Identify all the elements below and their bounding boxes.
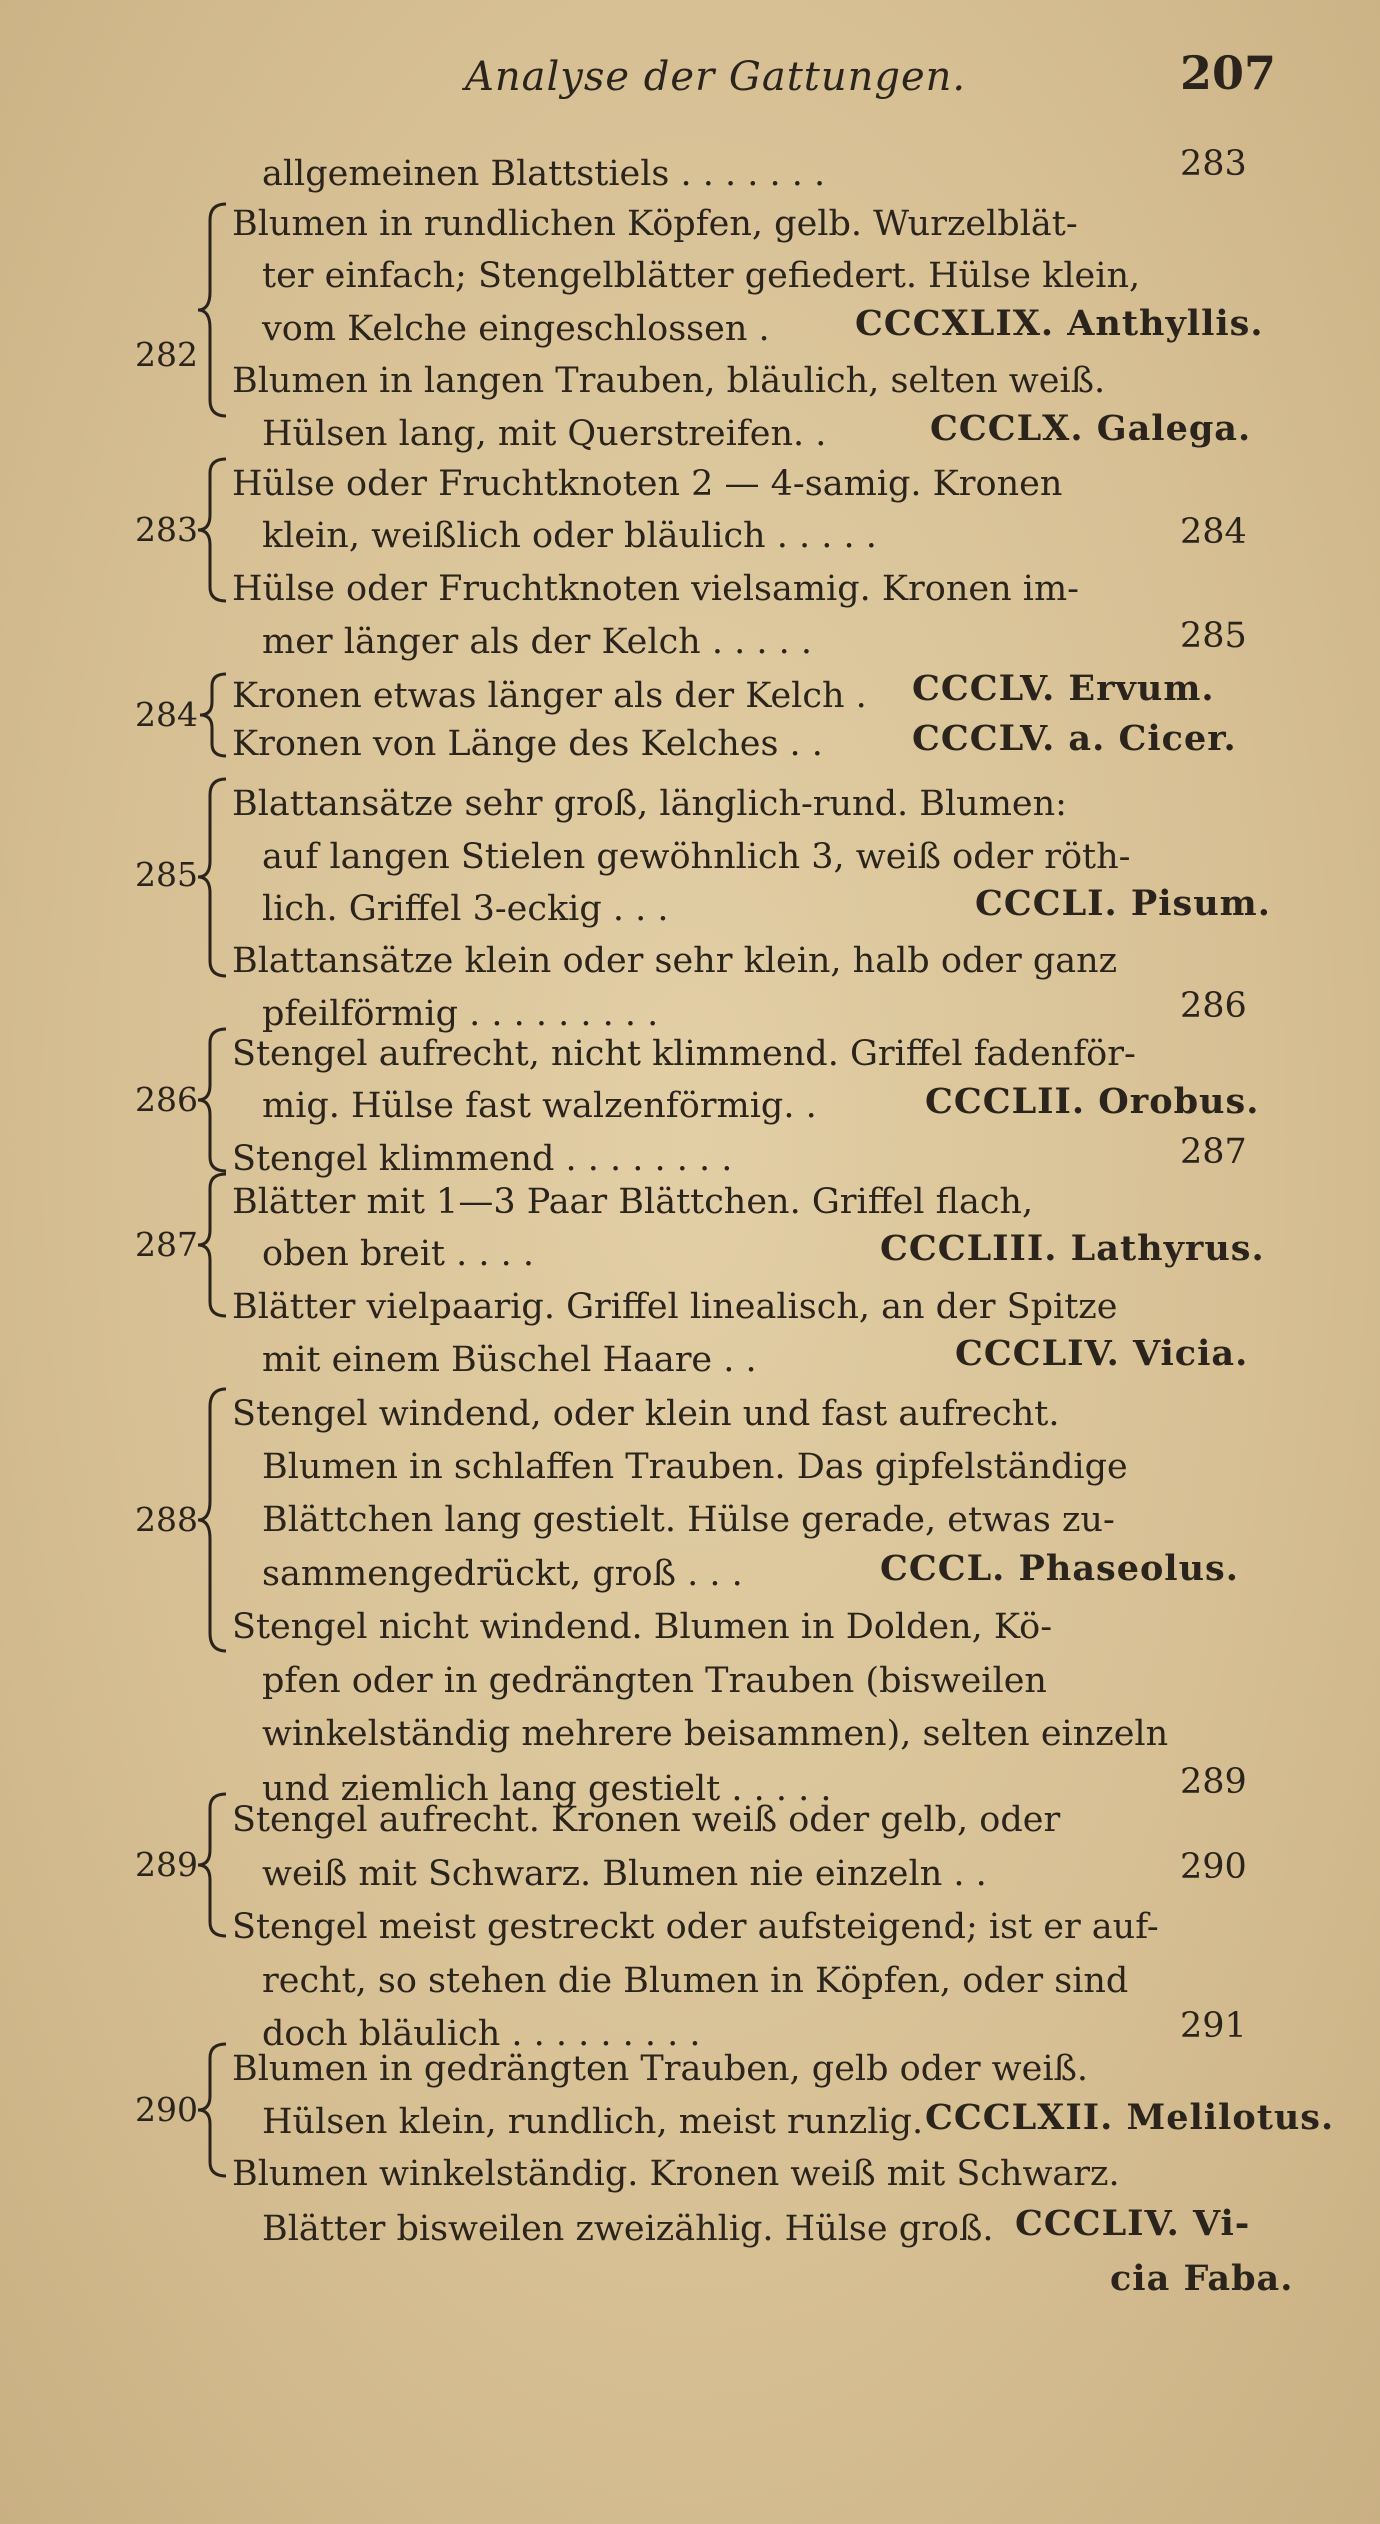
text-line: mer länger als der Kelch . . . . .: [262, 622, 812, 662]
text-line: Stengel meist gestreckt oder aufsteigend; ist er auf-: [232, 1907, 1159, 1947]
text-line: lich. Griffel 3-eckig . . .: [262, 889, 669, 929]
brace-284: [196, 670, 230, 760]
genus-reference: CCCLXII. Melilotus.: [925, 2097, 1335, 2138]
brace-289: [196, 1790, 230, 1940]
text-line: Hülse oder Fruchtknoten vielsamig. Kronen im-: [232, 569, 1079, 609]
text-line: Kronen etwas länger als der Kelch .: [232, 676, 867, 716]
text-line: Blätter vielpaarig. Griffel linealisch, an der Spitze: [232, 1287, 1118, 1327]
text-line: doch bläulich . . . . . . . . .: [262, 2014, 701, 2054]
genus-reference: CCCLV. a. Cicer.: [912, 718, 1237, 759]
text-line: Hülsen lang, mit Querstreifen. .: [262, 414, 827, 454]
text-line: Blattansätze klein oder sehr klein, halb oder ganz: [232, 941, 1118, 981]
brace-287: [196, 1170, 230, 1320]
entry-number-287: 287: [135, 1225, 198, 1264]
entry-number-286: 286: [135, 1080, 198, 1119]
cross-reference: 290: [1180, 1847, 1247, 1887]
text-line: Blumen in gedrängten Trauben, gelb oder weiß.: [232, 2049, 1089, 2089]
entry-number-288: 288: [135, 1500, 198, 1539]
text-line: ter einfach; Stengelblätter gefiedert. Hülse klein,: [262, 256, 1141, 296]
text-line: Hülsen klein, rundlich, meist runzlig.: [262, 2102, 924, 2142]
text-line: Blätter mit 1—3 Paar Blättchen. Griffel flach,: [232, 1182, 1034, 1222]
genus-reference: CCCLII. Orobus.: [925, 1081, 1260, 1122]
brace-282: [196, 200, 230, 420]
running-title: Analyse der Gattungen.: [465, 54, 967, 100]
brace-288: [196, 1385, 230, 1655]
text-line: Stengel aufrecht. Kronen weiß oder gelb, oder: [232, 1800, 1061, 1840]
page-number: 207: [1180, 46, 1277, 100]
cross-reference: 283: [1180, 144, 1247, 184]
cross-reference: 285: [1180, 616, 1247, 656]
text-line: pfen oder in gedrängten Trauben (bisweilen: [262, 1661, 1047, 1701]
text-line: Stengel windend, oder klein und fast aufrecht.: [232, 1394, 1060, 1434]
page-header: [0, 46, 1380, 116]
entry-number-285: 285: [135, 855, 198, 894]
text-line: und ziemlich lang gestielt . . . . .: [262, 1769, 832, 1809]
cross-reference: 286: [1180, 986, 1247, 1026]
genus-reference: CCCLV. Ervum.: [912, 668, 1215, 709]
genus-reference: CCCLX. Galega.: [930, 408, 1252, 449]
text-line: Hülse oder Fruchtknoten 2 — 4-samig. Kronen: [232, 464, 1063, 504]
text-line: Blätter bisweilen zweizählig. Hülse groß.: [262, 2209, 994, 2249]
genus-reference: CCCLIII. Lathyrus.: [880, 1228, 1265, 1269]
text-line: Blumen in rundlichen Köpfen, gelb. Wurzelblät-: [232, 204, 1078, 244]
genus-reference: cia Faba.: [1110, 2258, 1294, 2299]
entry-number-282: 282: [135, 335, 198, 374]
genus-reference: CCCLI. Pisum.: [975, 883, 1271, 924]
entry-number-284: 284: [135, 695, 198, 734]
text-line: Kronen von Länge des Kelches . .: [232, 724, 823, 764]
genus-reference: CCCXLIX. Anthyllis.: [855, 303, 1264, 344]
genus-reference: CCCL. Phaseolus.: [880, 1548, 1239, 1589]
text-line: mig. Hülse fast walzenförmig. .: [262, 1086, 817, 1126]
genus-reference: CCCLIV. Vi-: [1015, 2203, 1251, 2244]
brace-286: [196, 1025, 230, 1175]
text-line: Blattansätze sehr groß, länglich-rund. Blumen:: [232, 784, 1067, 824]
text-line: recht, so stehen die Blumen in Köpfen, oder sind: [262, 1961, 1129, 2001]
text-line: allgemeinen Blattstiels . . . . . . .: [262, 154, 826, 194]
text-line: oben breit . . . .: [262, 1234, 534, 1274]
brace-290: [196, 2040, 230, 2180]
text-line: auf langen Stielen gewöhnlich 3, weiß oder röth-: [262, 837, 1131, 877]
cross-reference: 289: [1180, 1762, 1247, 1802]
text-line: pfeilförmig . . . . . . . . .: [262, 994, 659, 1034]
text-line: sammengedrückt, groß . . .: [262, 1554, 743, 1594]
text-line: Blumen winkelständig. Kronen weiß mit Schwarz.: [232, 2154, 1120, 2194]
text-line: Blättchen lang gestielt. Hülse gerade, etwas zu-: [262, 1500, 1115, 1540]
entry-number-283: 283: [135, 510, 198, 549]
text-line: Blumen in langen Trauben, bläulich, selten weiß.: [232, 361, 1106, 401]
genus-reference: CCCLIV. Vicia.: [955, 1333, 1249, 1374]
text-line: klein, weißlich oder bläulich . . . . .: [262, 516, 877, 556]
brace-285: [196, 775, 230, 980]
text-line: Stengel aufrecht, nicht klimmend. Griffel fadenför-: [232, 1034, 1136, 1074]
text-line: winkelständig mehrere beisammen), selten einzeln: [262, 1714, 1169, 1754]
entry-number-289: 289: [135, 1845, 198, 1884]
text-line: Blumen in schlaffen Trauben. Das gipfelständige: [262, 1447, 1128, 1487]
text-line: mit einem Büschel Haare . .: [262, 1340, 757, 1380]
entry-number-290: 290: [135, 2090, 198, 2129]
text-line: Stengel nicht windend. Blumen in Dolden, Kö-: [232, 1607, 1053, 1647]
cross-reference: 291: [1180, 2006, 1247, 2046]
cross-reference: 284: [1180, 512, 1247, 552]
cross-reference: 287: [1180, 1132, 1247, 1172]
text-line: weiß mit Schwarz. Blumen nie einzeln . .: [262, 1854, 987, 1894]
text-line: Stengel klimmend . . . . . . . .: [232, 1139, 733, 1179]
text-line: vom Kelche eingeschlossen .: [262, 309, 770, 349]
brace-283: [196, 455, 230, 605]
